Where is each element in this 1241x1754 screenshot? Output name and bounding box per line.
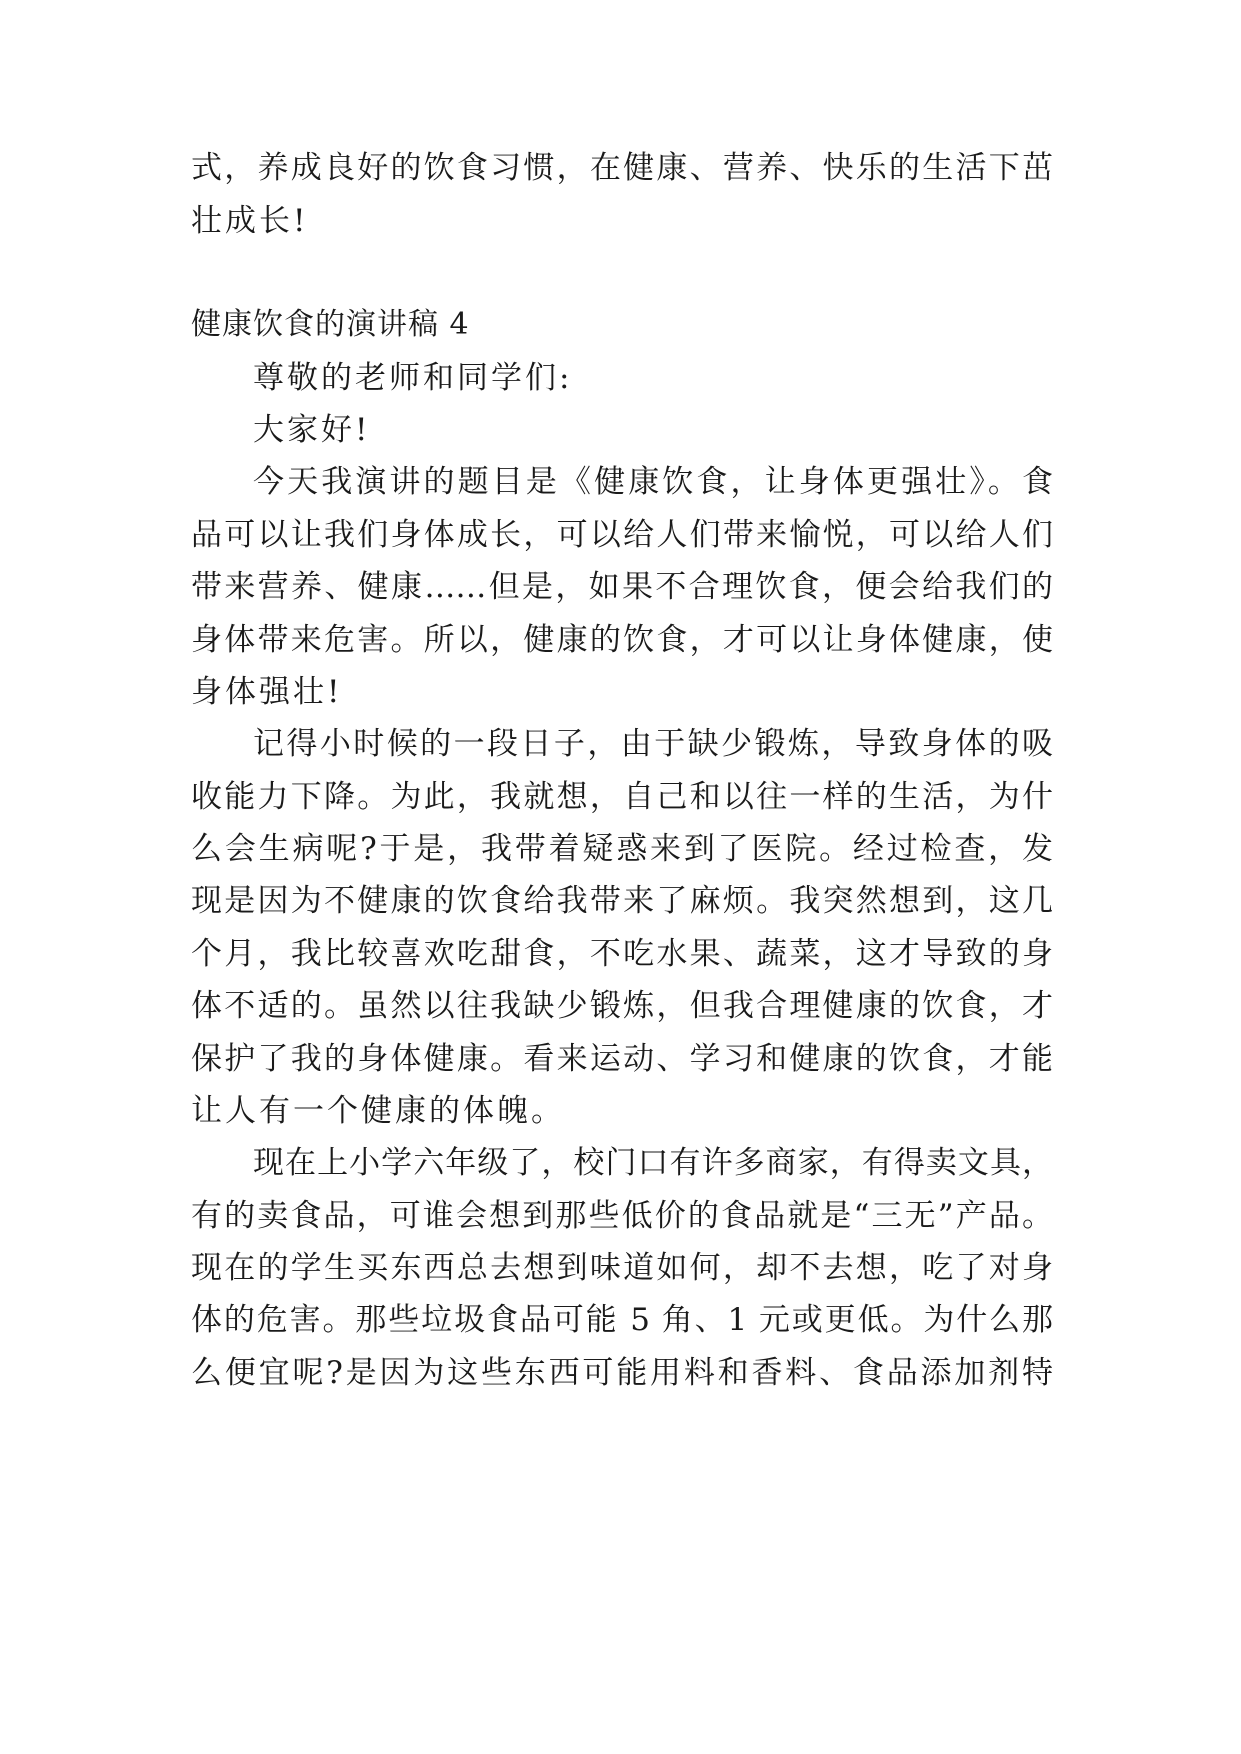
paragraph-line: 体的危害。那些垃圾食品可能 5 角、1 元或更低。为什么那 <box>191 1302 1053 1338</box>
paragraph-line: 有的卖食品，可谁会想到那些低价的食品就是“三无”产品。 <box>191 1198 1053 1234</box>
paragraph-line: 身体带来危害。所以，健康的饮食，才可以让身体健康，使 <box>191 622 1053 658</box>
paragraph-line: 保护了我的身体健康。看来运动、学习和健康的饮食，才能 <box>191 1041 1053 1077</box>
greeting: 大家好! <box>253 412 371 448</box>
paragraph-line: 现在上小学六年级了，校门口有许多商家，有得卖文具， <box>253 1145 1053 1181</box>
paragraph-line: 么便宜呢?是因为这些东西可能用料和香料、食品添加剂特 <box>191 1355 1053 1391</box>
paragraph-line: 收能力下降。为此，我就想，自己和以往一样的生活，为什 <box>191 779 1053 815</box>
paragraph-line: 体不适的。虽然以往我缺少锻炼，但我合理健康的饮食，才 <box>191 988 1053 1024</box>
paragraph-line: 么会生病呢?于是，我带着疑惑来到了医院。经过检查，发 <box>191 831 1053 867</box>
section-title: 健康饮食的演讲稿 4 <box>191 307 470 342</box>
body-text-line: 壮成长! <box>191 203 309 239</box>
paragraph-line: 个月，我比较喜欢吃甜食，不吃水果、蔬菜，这才导致的身 <box>191 936 1053 972</box>
paragraph-line: 记得小时候的一段日子，由于缺少锻炼，导致身体的吸 <box>253 726 1053 762</box>
paragraph-line: 带来营养、健康……但是，如果不合理饮食，便会给我们的 <box>191 569 1053 605</box>
paragraph-line: 让人有一个健康的体魄。 <box>191 1093 565 1129</box>
paragraph-line: 品可以让我们身体成长，可以给人们带来愉悦，可以给人们 <box>191 517 1053 553</box>
paragraph-line: 现是因为不健康的饮食给我带来了麻烦。我突然想到，这几 <box>191 883 1053 919</box>
body-text-line: 式，养成良好的饮食习惯，在健康、营养、快乐的生活下茁 <box>191 150 1053 186</box>
salutation: 尊敬的老师和同学们: <box>253 360 573 396</box>
paragraph-line: 现在的学生买东西总去想到味道如何，却不去想，吃了对身 <box>191 1250 1053 1286</box>
paragraph-line: 今天我演讲的题目是《健康饮食，让身体更强壮》。食 <box>253 464 1053 500</box>
paragraph-line: 身体强壮! <box>191 674 343 710</box>
